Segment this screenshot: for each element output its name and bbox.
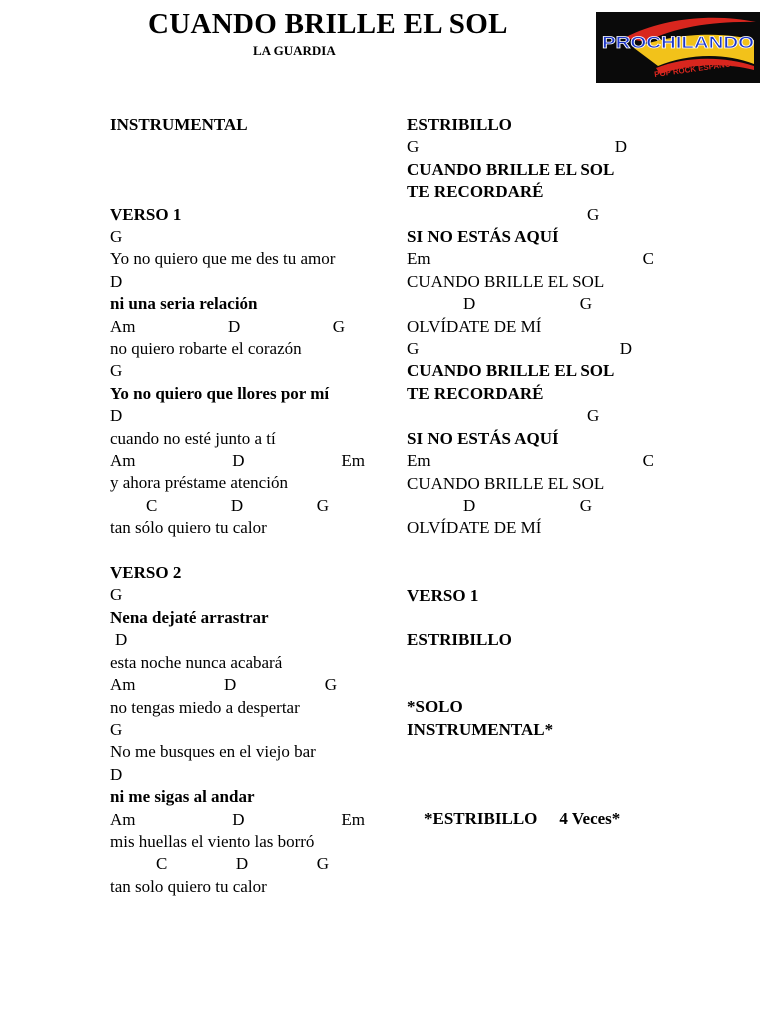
chord: Em bbox=[407, 451, 431, 471]
chord: D bbox=[463, 495, 476, 515]
chord: G bbox=[316, 495, 329, 515]
lyric-line: CUANDO BRILLE EL SOL TE RECORDARÉ bbox=[407, 159, 614, 202]
chord-line: G bbox=[587, 406, 600, 426]
chord: Em bbox=[407, 249, 431, 269]
chord: G bbox=[407, 339, 420, 359]
chord-line bbox=[110, 316, 365, 338]
chord: C bbox=[146, 495, 158, 515]
chord: C bbox=[156, 854, 168, 874]
logo-brand-text: PROCHILANDO bbox=[602, 33, 754, 52]
chord: D bbox=[223, 675, 237, 695]
left-column bbox=[110, 114, 365, 898]
chord: Am bbox=[110, 675, 136, 695]
chord: G bbox=[579, 294, 592, 314]
chord: D bbox=[232, 809, 245, 829]
chord-line bbox=[110, 495, 365, 517]
chord: Em bbox=[341, 451, 365, 471]
chord: Em bbox=[341, 809, 365, 829]
structure-item: ESTRIBILLO bbox=[407, 630, 512, 650]
chord-line: D bbox=[110, 271, 123, 291]
structure-item: VERSO 1 bbox=[407, 585, 479, 605]
repeat-count: 4 Veces* bbox=[559, 809, 621, 829]
lyric-line: CUANDO BRILLE EL SOL bbox=[407, 473, 605, 493]
logo-graphic bbox=[596, 12, 760, 83]
chord-line bbox=[407, 495, 662, 517]
lyric-line: SI NO ESTÁS AQUÍ bbox=[407, 428, 559, 448]
lyric-line: esta noche nunca acabará bbox=[110, 652, 283, 672]
chord: Am bbox=[110, 316, 136, 336]
lyric-line: OLVÍDATE DE MÍ bbox=[407, 316, 542, 336]
chord: D bbox=[230, 495, 244, 515]
lyric-line: SI NO ESTÁS AQUÍ bbox=[407, 227, 559, 247]
chord-line bbox=[407, 338, 662, 360]
lyric-line: CUANDO BRILLE EL SOL bbox=[407, 271, 605, 291]
section-heading: ESTRIBILLO bbox=[407, 115, 512, 134]
section-heading: VERSO 2 bbox=[110, 563, 182, 583]
chord-line bbox=[110, 450, 365, 472]
chord-line bbox=[407, 136, 662, 158]
lyric-line: y ahora préstame atención bbox=[110, 473, 288, 493]
chord-line: G bbox=[110, 226, 123, 246]
chord: Am bbox=[110, 809, 136, 829]
lyric-line: OLVÍDATE DE MÍ bbox=[407, 518, 542, 538]
right-column bbox=[407, 114, 662, 853]
lyric-line: ni me sigas al andar bbox=[110, 787, 255, 807]
chord: D bbox=[619, 339, 632, 359]
chord: G bbox=[324, 675, 337, 695]
lyric-line: cuando no esté junto a tí bbox=[110, 428, 276, 448]
lyric-line: Yo no quiero que me des tu amor bbox=[110, 249, 336, 269]
chord: G bbox=[332, 316, 345, 336]
chord: D bbox=[227, 316, 241, 336]
structure-item: *SOLO INSTRUMENTAL* bbox=[407, 697, 554, 739]
chord-line: G bbox=[110, 361, 123, 381]
chord-line: D bbox=[110, 764, 123, 784]
chord: C bbox=[642, 249, 654, 269]
section-heading: VERSO 1 bbox=[110, 204, 182, 224]
chord-line bbox=[110, 809, 365, 831]
chord-line: G bbox=[110, 585, 123, 605]
chord-line: D bbox=[115, 630, 128, 650]
chord-line: G bbox=[110, 719, 123, 739]
lyric-line: mis huellas el viento las borró bbox=[110, 831, 315, 851]
lyric-line: No me busques en el viejo bar bbox=[110, 742, 316, 762]
chord-line: D bbox=[110, 406, 123, 426]
chord-line bbox=[110, 674, 365, 696]
lyric-line: CUANDO BRILLE EL SOL TE RECORDARÉ bbox=[407, 361, 614, 403]
chord: D bbox=[232, 451, 245, 471]
lyric-line: Yo no quiero que llores por mí bbox=[110, 383, 330, 403]
lyric-line: ni una seria relación bbox=[110, 294, 258, 314]
chord-line bbox=[110, 853, 365, 875]
brand-logo bbox=[596, 12, 760, 83]
artist-name: LA GUARDIA bbox=[253, 43, 336, 58]
chord: D bbox=[614, 137, 627, 157]
lyric-line: Nena dejaté arrastrar bbox=[110, 607, 269, 627]
chord: G bbox=[579, 495, 592, 515]
chord-line bbox=[407, 450, 662, 472]
section-heading: INSTRUMENTAL bbox=[110, 115, 248, 134]
chord: G bbox=[407, 137, 420, 157]
lyric-line: no quiero robarte el corazón bbox=[110, 339, 302, 359]
chord-line bbox=[407, 248, 662, 270]
lyric-line: no tengas miedo a despertar bbox=[110, 697, 300, 717]
structure-item bbox=[407, 786, 662, 853]
lyric-line: tan sólo quiero tu calor bbox=[110, 518, 267, 538]
chord-line bbox=[407, 293, 662, 315]
chord: D bbox=[235, 854, 249, 874]
chord: D bbox=[463, 294, 476, 314]
logo-tagline: POP ROCK ESPAÑOL bbox=[653, 58, 737, 80]
lyric-line: tan solo quiero tu calor bbox=[110, 876, 267, 896]
structure-label: *ESTRIBILLO bbox=[424, 809, 538, 829]
chord: Am bbox=[110, 451, 136, 471]
chord: G bbox=[316, 854, 329, 874]
song-title: CUANDO BRILLE EL SOL bbox=[148, 8, 508, 40]
chord: C bbox=[642, 451, 654, 471]
chord-line: G bbox=[587, 204, 600, 224]
